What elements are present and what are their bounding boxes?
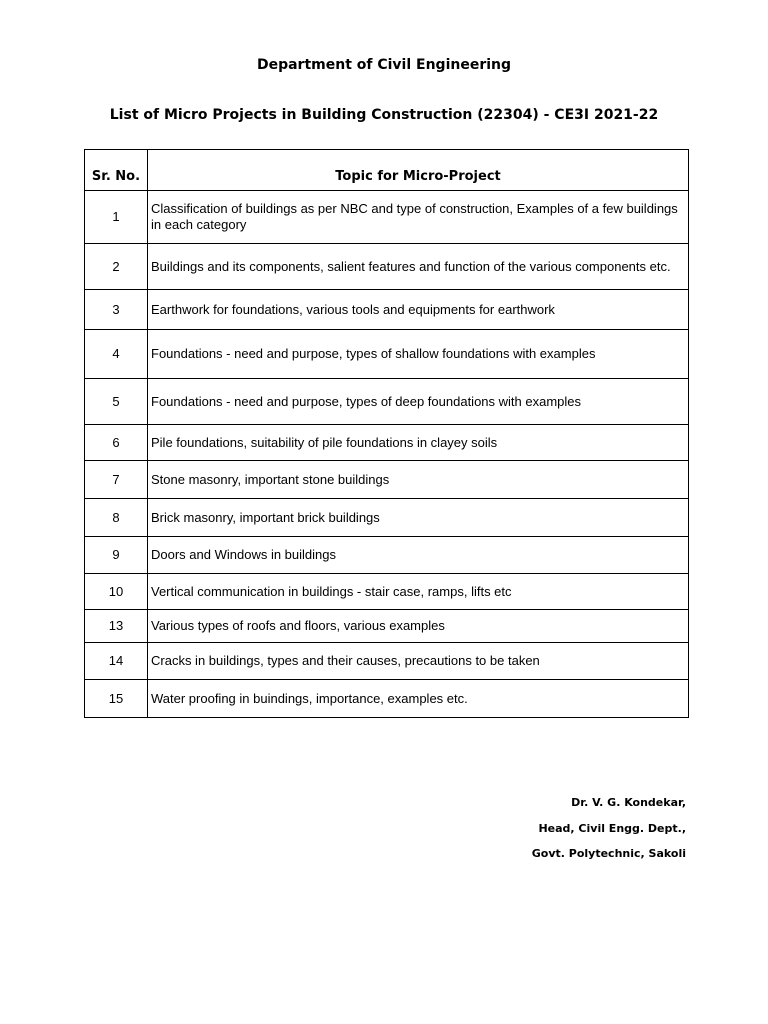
table-row [85, 610, 689, 643]
document-title: List of Micro Projects in Building Construction (22304) - CE3I 2021-22 [109, 107, 659, 123]
topic-cell: Pile foundations, suitability of pile foundations in clayey soils [148, 425, 689, 461]
topic-cell: Cracks in buildings, types and their causes, precautions to be taken [148, 643, 689, 680]
table-row [85, 680, 689, 718]
sr-no-cell: 13 [85, 610, 148, 643]
topic-cell: Stone masonry, important stone buildings [148, 461, 689, 499]
signatory-designation: Head, Civil Engg. Dept., [538, 822, 686, 835]
topic-cell: Doors and Windows in buildings [148, 537, 689, 574]
table-row [85, 461, 689, 499]
sr-no-cell: 7 [85, 461, 148, 499]
signatory-name: Dr. V. G. Kondekar, [571, 796, 686, 809]
table-row [85, 290, 689, 330]
sr-no-cell: 1 [85, 191, 148, 244]
micro-projects-table [84, 149, 689, 718]
sr-no-cell: 10 [85, 574, 148, 610]
header-topic: Topic for Micro-Project [148, 150, 689, 191]
sr-no-cell: 15 [85, 680, 148, 718]
sr-no-cell: 4 [85, 330, 148, 379]
sr-no-cell: 2 [85, 244, 148, 290]
topic-cell: Vertical communication in buildings - stair case, ramps, lifts etc [148, 574, 689, 610]
table-row [85, 244, 689, 290]
sr-no-cell: 6 [85, 425, 148, 461]
topic-cell: Buildings and its components, salient features and function of the various components etc. [148, 244, 689, 290]
signatory-institute: Govt. Polytechnic, Sakoli [531, 847, 686, 860]
table-row [85, 379, 689, 425]
header-sr-no: Sr. No. [85, 150, 148, 191]
table-row [85, 191, 689, 244]
topic-cell: Classification of buildings as per NBC and type of construction, Examples of a few buildings in each category [148, 191, 689, 244]
table-row [85, 330, 689, 379]
department-title: Department of Civil Engineering [256, 57, 512, 73]
topic-cell: Brick masonry, important brick buildings [148, 499, 689, 537]
topic-cell: Foundations - need and purpose, types of shallow foundations with examples [148, 330, 689, 379]
table-row [85, 643, 689, 680]
table-row [85, 499, 689, 537]
table-header-row [85, 150, 689, 191]
sr-no-cell: 5 [85, 379, 148, 425]
topic-cell: Water proofing in buindings, importance, examples etc. [148, 680, 689, 718]
table-row [85, 425, 689, 461]
table-row [85, 574, 689, 610]
sr-no-cell: 3 [85, 290, 148, 330]
sr-no-cell: 8 [85, 499, 148, 537]
sr-no-cell: 14 [85, 643, 148, 680]
topic-cell: Earthwork for foundations, various tools and equipments for earthwork [148, 290, 689, 330]
topic-cell: Foundations - need and purpose, types of deep foundations with examples [148, 379, 689, 425]
table-row [85, 537, 689, 574]
topic-cell: Various types of roofs and floors, various examples [148, 610, 689, 643]
sr-no-cell: 9 [85, 537, 148, 574]
